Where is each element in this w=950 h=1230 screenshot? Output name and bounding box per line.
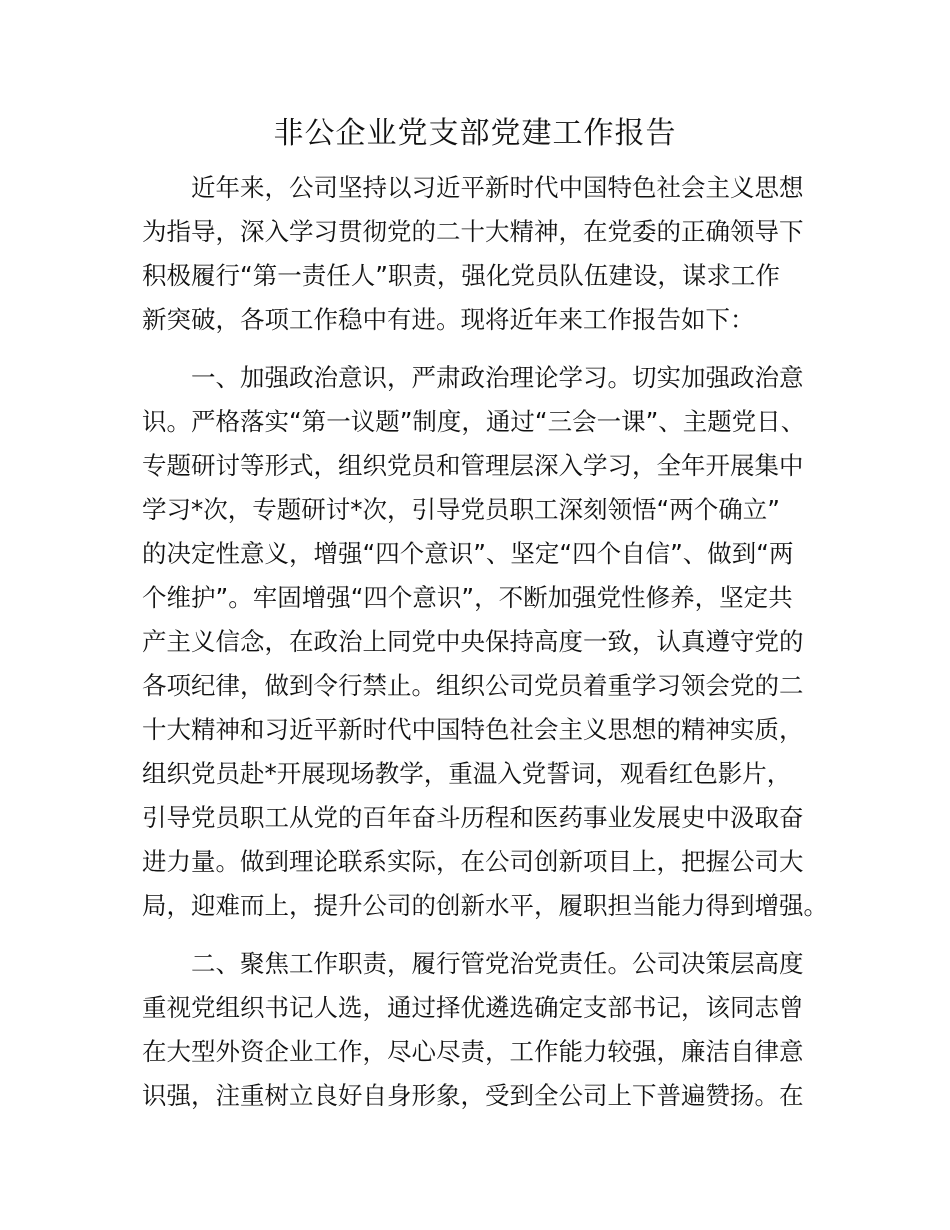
paragraph-line: 的决定性意义，增强“四个意识”、坚定“四个自信”、做到“两 bbox=[142, 539, 794, 568]
paragraph-line: 个维护”。牢固增强“四个意识”，不断加强党性修养，坚定共 bbox=[142, 583, 793, 612]
paragraph-line: 识。严格落实“第一议题”制度，通过“三会一课”、主题党日、 bbox=[142, 407, 806, 436]
paragraph-line: 近年来，公司坚持以习近平新时代中国特色社会主义思想 bbox=[142, 173, 804, 202]
paragraph bbox=[142, 942, 822, 1118]
paragraph-line: 二、聚焦工作职责，履行管党治党责任。公司决策层高度 bbox=[142, 949, 804, 978]
paragraph-line: 十大精神和习近平新时代中国特色社会主义思想的精神实质， bbox=[142, 715, 804, 744]
paragraph bbox=[142, 356, 828, 928]
document-title: 非公企业党支部党建工作报告 bbox=[273, 116, 677, 151]
paragraph-line: 识强，注重树立良好自身形象，受到全公司上下普遍赞扬。在 bbox=[142, 1081, 804, 1110]
paragraph-line: 重视党组织书记人选，通过择优遴选确定支部书记，该同志曾 bbox=[142, 993, 804, 1022]
paragraph-line: 学习*次，专题研讨*次，引导党员职工深刻领悟“两个确立” bbox=[142, 495, 780, 524]
paragraph-line: 一、加强政治意识，严肃政治理论学习。切实加强政治意 bbox=[142, 363, 804, 392]
paragraph bbox=[142, 166, 822, 342]
paragraph-line: 进力量。做到理论联系实际，在公司创新项目上，把握公司大 bbox=[142, 847, 804, 876]
paragraph-line: 局，迎难而上，提升公司的创新水平，履职担当能力得到增强。 bbox=[142, 891, 828, 920]
paragraph-line: 各项纪律，做到令行禁止。组织公司党员着重学习领会党的二 bbox=[142, 671, 804, 700]
paragraph-line: 积极履行“第一责任人”职责，强化党员队伍建设，谋求工作 bbox=[142, 261, 780, 290]
paragraph-line: 为指导，深入学习贯彻党的二十大精神，在党委的正确领导下 bbox=[142, 217, 804, 246]
paragraph-line: 组织党员赴*开展现场教学，重温入党誓词，观看红色影片， bbox=[142, 759, 792, 788]
paragraph-line: 在大型外资企业工作，尽心尽责，工作能力较强，廉洁自律意 bbox=[142, 1037, 804, 1066]
paragraph-line: 引导党员职工从党的百年奋斗历程和医药事业发展史中汲取奋 bbox=[142, 803, 804, 832]
paragraph-line: 专题研讨等形式，组织党员和管理层深入学习，全年开展集中 bbox=[142, 451, 804, 480]
document-body bbox=[142, 166, 828, 1132]
paragraph-line: 新突破，各项工作稳中有进。现将近年来工作报告如下： bbox=[142, 305, 755, 334]
paragraph-line: 产主义信念，在政治上同党中央保持高度一致，认真遵守党的 bbox=[142, 627, 804, 656]
